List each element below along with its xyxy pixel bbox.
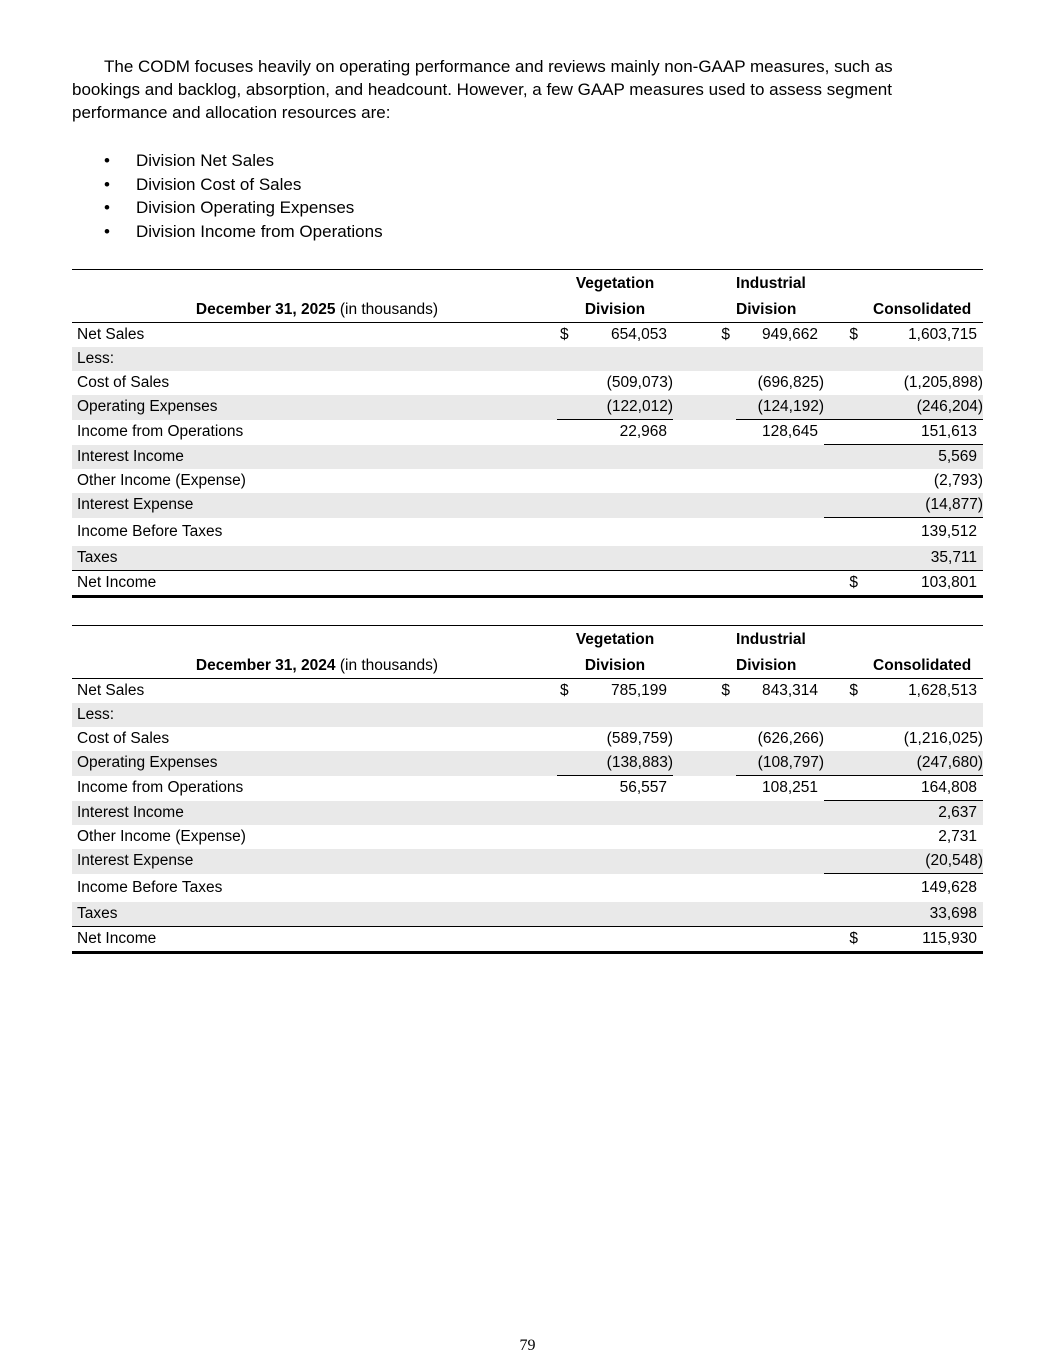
table-row: Interest Income 2,637 (72, 801, 983, 826)
table-row: Income Before Taxes 139,512 (77, 522, 978, 540)
table-row: Net Income $ 103,801 (72, 571, 983, 597)
col-header-industrial: Industrial (736, 270, 864, 298)
table-row: Operating Expenses (138,883) (108,797) (247,680) (72, 751, 983, 776)
table-row: Income Before Taxes 149,628 (77, 878, 978, 896)
bullet-icon: • (104, 151, 110, 170)
table-row: Taxes 35,711 (72, 546, 983, 571)
list-item: • Division Net Sales (72, 149, 383, 173)
table-row: Cost of Sales (589,759) (626,266) (1,216,025) (77, 730, 984, 747)
list-item: • Division Operating Expenses (72, 196, 383, 220)
table-row: Net Sales $ 785,199 $ 843,314 $ 1,628,513 (77, 682, 978, 699)
table-row: Income from Operations 22,968 128,645 151,613 (72, 420, 983, 445)
col-header-vegetation: Vegetation (557, 270, 673, 298)
col-header-industrial-division: Division (736, 297, 864, 323)
table-row: Other Income (Expense) 2,731 (77, 828, 978, 845)
list-item: • Division Income from Operations (72, 220, 383, 244)
list-item: • Division Cost of Sales (72, 173, 383, 197)
table-row: Net Income $ 115,930 (72, 927, 983, 953)
table-row: Less: (72, 347, 983, 371)
table-row: Income from Operations 56,557 108,251 164,808 (72, 776, 983, 801)
col-header-consolidated: Consolidated (864, 297, 983, 323)
table-row: Less: (72, 703, 983, 727)
gaap-measures-list (72, 149, 383, 244)
table-row: Taxes 33,698 (72, 902, 983, 927)
bullet-icon: • (104, 222, 110, 242)
table-row: Net Sales $ 654,053 $ 949,662 $ 1,603,715 (77, 326, 978, 343)
table-row: Interest Income 5,569 (72, 445, 983, 470)
col-header-consolidated: Consolidated (864, 653, 983, 679)
col-header-vegetation: Vegetation (557, 626, 673, 654)
table-row: Interest Expense (14,877) (72, 493, 983, 518)
table-title: December 31, 2025 (in thousands) (72, 297, 557, 323)
table-row: Operating Expenses (122,012) (124,192) (246,204) (72, 395, 983, 420)
col-header-vegetation-division: Division (557, 297, 673, 323)
segment-table-2025 (72, 269, 983, 598)
col-header-vegetation-division: Division (557, 653, 673, 679)
table-row: Interest Expense (20,548) (72, 849, 983, 874)
segment-table-2024 (72, 625, 983, 954)
table-row: Cost of Sales (509,073) (696,825) (1,205,898) (77, 374, 984, 391)
table-row: Other Income (Expense) (2,793) (77, 472, 984, 489)
col-header-industrial: Industrial (736, 626, 864, 654)
page-number: 79 (519, 1337, 536, 1354)
bullet-icon: • (104, 198, 110, 218)
col-header-industrial-division: Division (736, 653, 864, 679)
table-title: December 31, 2024 (in thousands) (72, 653, 557, 679)
bullet-icon: • (104, 174, 110, 194)
intro-paragraph: The CODM focuses heavily on operating performance and reviews mainly non-GAAP measures, such as bookings and backlog, absorption, and headcount. However, a few GAAP measures used to assess segment performance and allocation resources are: (72, 57, 893, 122)
